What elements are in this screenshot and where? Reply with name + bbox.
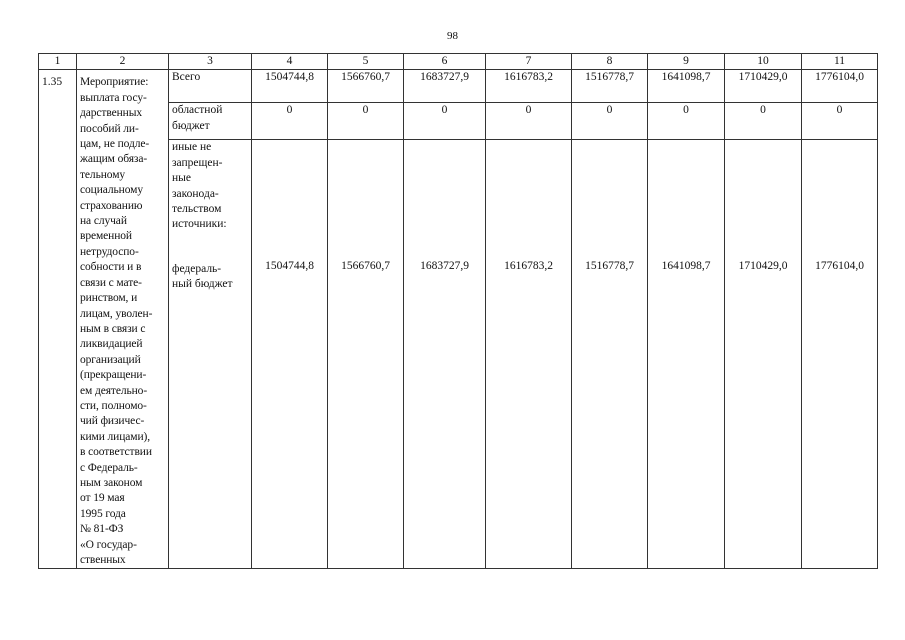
text-line: социальному: [80, 184, 143, 197]
column-header: 3: [169, 54, 252, 70]
column-header: 9: [648, 54, 725, 70]
text-line: дарственных: [80, 107, 142, 120]
column-header: 6: [404, 54, 486, 70]
value-cell: 1516778,7: [572, 70, 648, 103]
value-cell: [802, 140, 878, 569]
value-text: 1616783,2: [504, 260, 553, 273]
column-header: 5: [328, 54, 404, 70]
value-text: 1683727,9: [420, 260, 469, 273]
text-line: бюджет: [172, 119, 210, 132]
text-line: от 19 мая: [80, 492, 125, 505]
source-label: [169, 70, 252, 103]
text-line: ные: [172, 172, 191, 185]
text-line: иные не: [172, 141, 212, 154]
text-line: ственных: [80, 554, 126, 566]
page-number: 98: [447, 30, 458, 42]
text-line: «О государ-: [80, 538, 137, 551]
value-text: 1641098,7: [661, 260, 711, 273]
text-line: тельному: [80, 168, 126, 181]
text-line: связи с мате-: [80, 276, 142, 289]
budget-table: [38, 53, 878, 569]
value-cell: 1616783,2: [486, 70, 572, 103]
text-line: федераль-: [172, 262, 222, 275]
table-row-total: [39, 70, 878, 103]
value-cell: 0: [572, 103, 648, 140]
column-header: 8: [572, 54, 648, 70]
value-cell: 1504744,8: [252, 70, 328, 103]
value-cell: 0: [328, 103, 404, 140]
value-cell: 1776104,0: [802, 70, 878, 103]
value-cell: 0: [486, 103, 572, 140]
text-line: сти, полномо-: [80, 399, 147, 412]
text-line: Мероприятие:: [80, 76, 149, 89]
text-line: тельством: [172, 203, 222, 216]
text-line: нетрудоспо-: [80, 245, 139, 258]
text-line: (прекращени-: [80, 369, 147, 382]
row-description: [77, 70, 169, 569]
text-line: в соответствии: [80, 446, 152, 459]
text-line: запрещен-: [172, 156, 223, 169]
value-cell: 1710429,0: [725, 70, 802, 103]
value-cell: [404, 140, 486, 569]
text-line: Всего: [172, 71, 201, 84]
source-label: [169, 140, 252, 569]
text-line: цам, не подле-: [80, 138, 150, 151]
header-row: [39, 54, 878, 70]
value-cell: [486, 140, 572, 569]
column-header: 10: [725, 54, 802, 70]
value-text: 1516778,7: [585, 260, 634, 273]
value-text: 1566760,7: [341, 260, 390, 273]
value-cell: 0: [802, 103, 878, 140]
text-line: кими лицами),: [80, 430, 151, 443]
text-line: № 81-ФЗ: [80, 523, 124, 536]
value-cell: 1566760,7: [328, 70, 404, 103]
text-line: ликвидацией: [80, 338, 143, 351]
text-line: ринством, и: [80, 292, 138, 305]
text-line: жащим обяза-: [80, 153, 148, 166]
text-line: 1995 года: [80, 507, 126, 520]
column-header: 1: [39, 54, 77, 70]
value-text: 1710429,0: [738, 260, 788, 273]
value-cell: 0: [725, 103, 802, 140]
value-cell: [648, 140, 725, 569]
column-header: 7: [486, 54, 572, 70]
text-line: ным в связи с: [80, 322, 146, 335]
text-line: страхованию: [80, 199, 143, 212]
value-cell: [725, 140, 802, 569]
value-cell: 0: [648, 103, 725, 140]
text-line: законода-: [172, 187, 219, 200]
text-line: лицам, уволен-: [80, 307, 153, 320]
text-line: ный бюджет: [172, 278, 233, 291]
text-line: с Федераль-: [80, 461, 138, 474]
text-line: источники:: [172, 218, 227, 231]
text-line: пособий ли-: [80, 122, 139, 135]
text-line: ным законом: [80, 476, 143, 489]
text-line: на случай: [80, 215, 127, 228]
text-line: временной: [80, 230, 132, 243]
text-line: организаций: [80, 353, 141, 366]
source-label: [169, 103, 252, 140]
value-cell: 0: [404, 103, 486, 140]
column-header: 11: [802, 54, 878, 70]
text-line: чий физичес-: [80, 415, 145, 428]
text-line: ем деятельно-: [80, 384, 148, 397]
value-cell: [572, 140, 648, 569]
value-cell: [252, 140, 328, 569]
row-id: 1.35: [39, 70, 77, 569]
column-header: 4: [252, 54, 328, 70]
text-line: собности и в: [80, 261, 142, 274]
value-text: 1504744,8: [265, 260, 314, 273]
value-cell: 0: [252, 103, 328, 140]
text-line: областной: [172, 104, 223, 117]
value-cell: [328, 140, 404, 569]
value-cell: 1683727,9: [404, 70, 486, 103]
column-header: 2: [77, 54, 169, 70]
value-text: 1776104,0: [815, 260, 864, 273]
text-line: выплата госу-: [80, 91, 147, 104]
value-cell: 1641098,7: [648, 70, 725, 103]
